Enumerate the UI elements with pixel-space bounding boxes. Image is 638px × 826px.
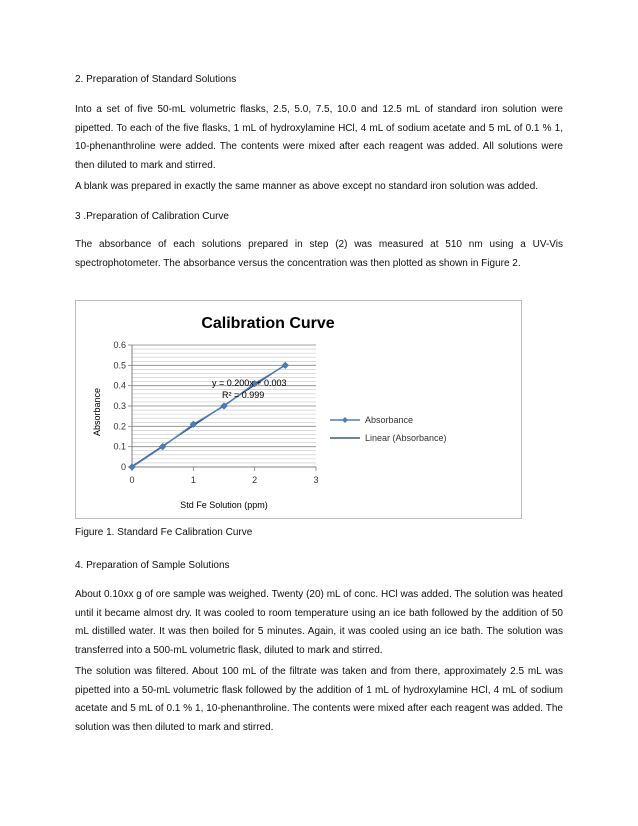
x-tick-label: 1	[190, 475, 196, 485]
y-tick-label: 0.6	[113, 340, 126, 350]
section-4-heading: 4. Preparation of Sample Solutions	[75, 560, 230, 571]
legend-label-absorbance: Absorbance	[365, 415, 414, 425]
y-tick-label: 0	[120, 462, 126, 472]
y-axis-label: Absorbance	[92, 387, 102, 437]
calibration-chart-svg	[76, 301, 523, 520]
data-point	[282, 362, 289, 369]
section-3-heading: 3 .Preparation of Calibration Curve	[75, 211, 229, 222]
r-squared-label: R² = 0.999	[222, 390, 265, 400]
y-tick-label: 0.1	[113, 441, 126, 452]
legend-marker-absorbance	[342, 417, 348, 423]
trendline-equation: y = 0.200x + 0.003	[212, 378, 287, 388]
y-tick-label: 0.4	[113, 380, 126, 391]
section-4-paragraph-1: About 0.10xx g of ore sample was weighed. Twenty (20) mL of conc. HCl was added. The solution was heated until it became almost dry. It was cooled to room temperature using an ice bath followed by the addition of 50 mL distilled water. It was then boiled for 5 minutes. Again, it was cooled using an ice bath. The solution was transferred into a 500-mL volumetric flask, diluted to mark and stirred.	[75, 589, 563, 656]
section-4-paragraph-2: The solution was filtered. About 100 mL of the filtrate was taken and from there, approximately 2.5 mL was pipetted into a 50-mL volumetric flask followed by the addition of 1 mL of hydroxylamine HCl, 4 mL of sodium acetate and 5 mL of 0.1 % 1, 10-phenanthroline. The contents were mixed after each reagent was added. The solution was then diluted to mark and stirred.	[75, 666, 563, 733]
y-tick-label: 0.3	[113, 401, 126, 411]
y-tick-label: 0.2	[113, 421, 126, 432]
section-2-paragraph-1: Into a set of five 50-mL volumetric flasks, 2.5, 5.0, 7.5, 10.0 and 12.5 mL of standard iron solution were pipetted. To each of the five flasks, 1 mL of hydroxylamine HCl, 4 mL of sodium acetate and 5 mL of 0.1 % 1, 10-phenanthroline were added. The contents were mixed after each reagent was added. All solutions were then diluted to mark and stirred.	[75, 104, 563, 171]
chart-title: Calibration Curve	[201, 315, 335, 332]
figure-caption: Figure 1. Standard Fe Calibration Curve	[75, 527, 253, 538]
x-axis-label: Std Fe Solution (ppm)	[180, 500, 268, 510]
section-2-heading: 2. Preparation of Standard Solutions	[75, 74, 237, 85]
section-3-paragraph-1: The absorbance of each solutions prepared in step (2) was measured at 510 nm using a UV-Vis spectrophotometer. The absorbance versus the concentration was then plotted as shown in Figure 2.	[75, 239, 563, 269]
x-tick-label: 2	[252, 475, 258, 485]
section-2-paragraph-2: A blank was prepared in exactly the same manner as above except no standard iron solution was added.	[75, 181, 539, 192]
x-tick-label: 3	[313, 475, 319, 485]
legend-label-linear: Linear (Absorbance)	[365, 433, 447, 443]
x-tick-label: 0	[129, 475, 135, 485]
y-tick-label: 0.5	[113, 360, 126, 371]
calibration-chart	[75, 300, 522, 519]
